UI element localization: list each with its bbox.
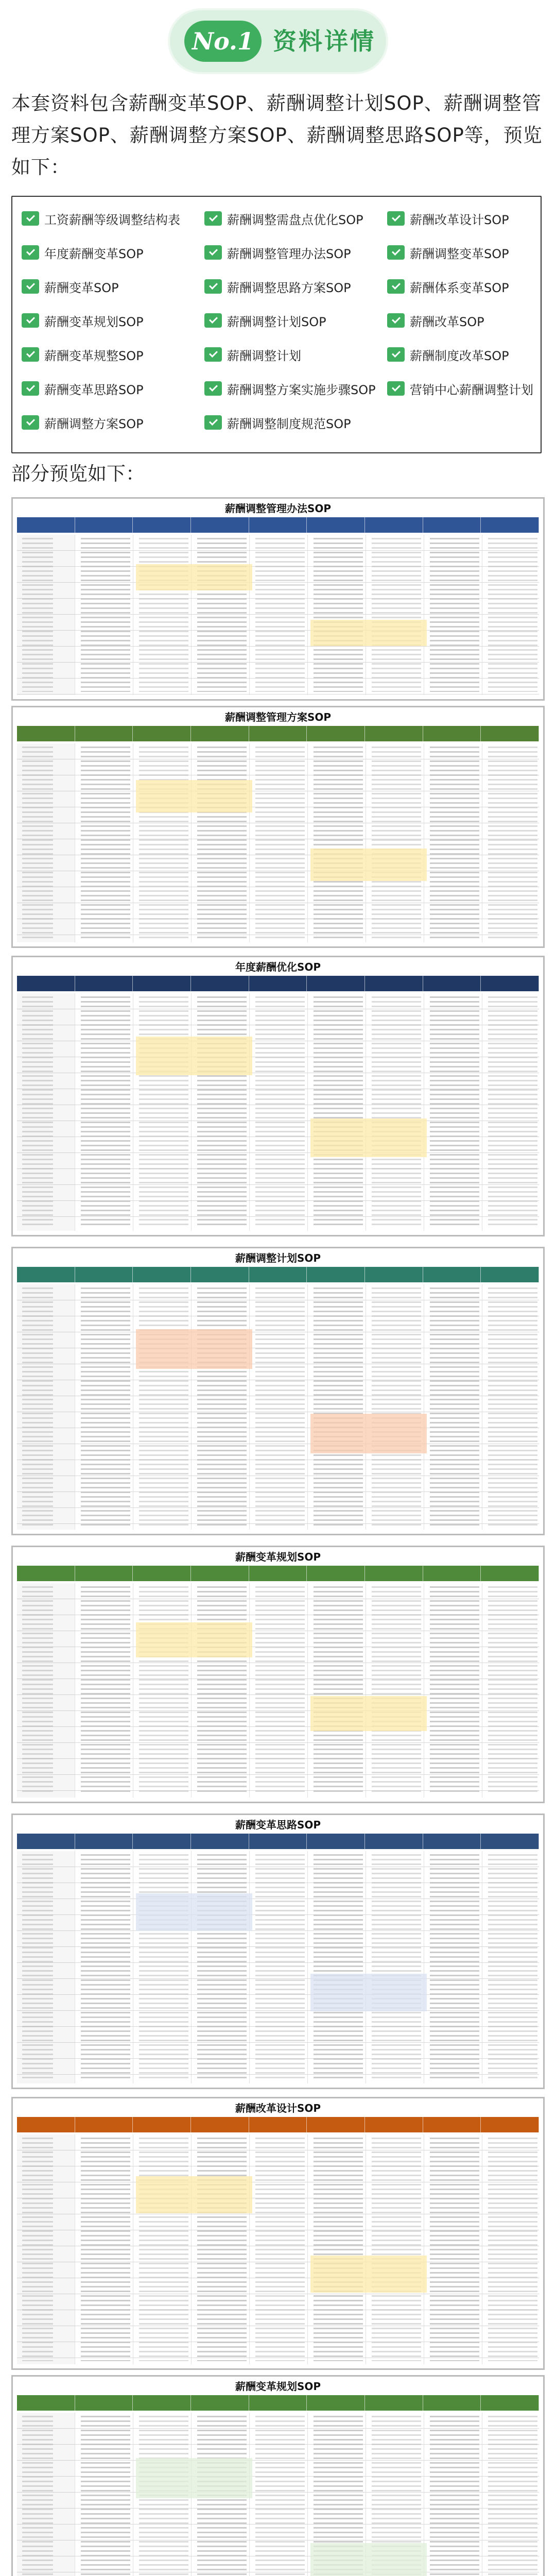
header-cell bbox=[249, 2117, 307, 2132]
text-placeholder bbox=[430, 1586, 479, 1794]
catalog-item bbox=[387, 239, 533, 266]
text-placeholder bbox=[488, 747, 537, 939]
catalog-item bbox=[204, 239, 387, 266]
text-placeholder bbox=[81, 747, 130, 939]
highlight-band bbox=[136, 564, 252, 590]
checkbox-icon bbox=[204, 313, 222, 328]
highlight-band bbox=[310, 2256, 427, 2293]
header-cell bbox=[307, 726, 365, 741]
preview-title: 薪酬调整计划SOP bbox=[235, 1252, 321, 1264]
highlight-band bbox=[310, 849, 427, 881]
catalog-grid bbox=[22, 205, 533, 436]
text-placeholder bbox=[488, 538, 537, 692]
preview-label: 部分预览如下： bbox=[11, 463, 145, 485]
preview-document bbox=[11, 1247, 545, 1535]
header-cell bbox=[17, 2117, 75, 2132]
preview-title: 年度薪酬优化SOP bbox=[235, 961, 321, 973]
header-cell bbox=[249, 1834, 307, 1849]
catalog-item bbox=[22, 341, 204, 368]
checkbox-icon bbox=[387, 313, 405, 328]
header-cell bbox=[133, 1267, 191, 1282]
highlight-band bbox=[310, 1118, 427, 1157]
catalog-item-label: 薪酬调整计划 bbox=[227, 348, 301, 363]
checkbox-icon bbox=[204, 381, 222, 396]
preview-table-header bbox=[17, 517, 539, 533]
header-cell bbox=[365, 1834, 423, 1849]
text-placeholder bbox=[81, 2416, 130, 2576]
text-placeholder bbox=[255, 1586, 305, 1794]
catalog-item-label: 薪酬调整思路方案SOP bbox=[227, 280, 351, 295]
text-placeholder bbox=[372, 1287, 421, 1527]
preview-table-body bbox=[17, 993, 539, 1231]
preview-table-body bbox=[17, 1284, 539, 1530]
catalog-item-label: 薪酬调整需盘点优化SOP bbox=[227, 212, 363, 227]
preview-table-body bbox=[17, 1583, 539, 1798]
checkbox-icon bbox=[22, 313, 39, 328]
preview-document bbox=[11, 706, 545, 948]
header-cell bbox=[17, 2395, 75, 2411]
catalog-item-label: 薪酬调整变革SOP bbox=[410, 246, 509, 261]
preview-table-header bbox=[17, 2117, 539, 2132]
header bbox=[0, 0, 556, 88]
header-cell bbox=[481, 1267, 539, 1282]
header-cell bbox=[133, 976, 191, 991]
catalog-item-label: 年度薪酬变革SOP bbox=[44, 246, 144, 261]
checkbox-icon bbox=[204, 279, 222, 294]
highlight-band bbox=[310, 1414, 427, 1453]
catalog-item-label: 薪酬变革规划SOP bbox=[44, 314, 144, 329]
text-placeholder bbox=[372, 538, 421, 692]
text-placeholder bbox=[139, 747, 188, 939]
header-cell bbox=[75, 1834, 133, 1849]
header-cell bbox=[423, 2117, 481, 2132]
text-placeholder bbox=[430, 996, 479, 1228]
catalog-item-label: 薪酬调整方案实施步骤SOP bbox=[227, 382, 376, 397]
checkbox-icon bbox=[204, 415, 222, 430]
header-cell bbox=[365, 976, 423, 991]
header-cell bbox=[481, 1834, 539, 1849]
text-placeholder bbox=[81, 538, 130, 692]
header-cell bbox=[423, 517, 481, 533]
catalog-item bbox=[204, 205, 387, 232]
catalog-item bbox=[387, 273, 533, 300]
checkbox-icon bbox=[387, 211, 405, 226]
preview-table-body bbox=[17, 2413, 539, 2576]
catalog-item-label: 营销中心薪酬调整计划 bbox=[410, 382, 533, 397]
header-cell bbox=[307, 2395, 365, 2411]
catalog-item-label: 工资薪酬等级调整结构表 bbox=[44, 212, 180, 227]
text-placeholder bbox=[197, 747, 247, 939]
header-cell bbox=[17, 1834, 75, 1849]
checkbox-icon bbox=[22, 347, 39, 362]
text-placeholder bbox=[81, 2138, 130, 2361]
preview-title: 薪酬变革规划SOP bbox=[235, 1551, 321, 1563]
checkbox-icon bbox=[22, 381, 39, 396]
preview-document bbox=[11, 1546, 545, 1803]
checkbox-icon bbox=[22, 245, 39, 260]
text-placeholder bbox=[139, 996, 188, 1228]
catalog-item bbox=[204, 273, 387, 300]
header-cell bbox=[365, 2395, 423, 2411]
text-placeholder bbox=[197, 2138, 247, 2361]
text-placeholder bbox=[372, 1854, 421, 2080]
preview-document bbox=[11, 2097, 545, 2370]
preview-title: 薪酬变革规划SOP bbox=[235, 2380, 321, 2393]
header-cell bbox=[191, 1834, 249, 1849]
header-cell bbox=[307, 1834, 365, 1849]
text-placeholder bbox=[488, 2138, 537, 2361]
text-placeholder bbox=[430, 1854, 479, 2080]
header-cell bbox=[17, 1267, 75, 1282]
checkbox-icon bbox=[387, 279, 405, 294]
header-cell bbox=[365, 517, 423, 533]
text-placeholder bbox=[197, 1586, 247, 1794]
text-placeholder bbox=[488, 2416, 537, 2576]
text-placeholder bbox=[372, 2138, 421, 2361]
header-cell bbox=[423, 976, 481, 991]
header-cell bbox=[365, 726, 423, 741]
header-cell bbox=[365, 1267, 423, 1282]
header-cell bbox=[307, 1267, 365, 1282]
text-placeholder bbox=[430, 1287, 479, 1527]
checkbox-icon bbox=[204, 245, 222, 260]
header-cell bbox=[365, 1566, 423, 1581]
highlight-band bbox=[310, 2543, 427, 2576]
preview-table-body bbox=[17, 743, 539, 942]
highlight-band bbox=[310, 620, 427, 646]
highlight-band bbox=[136, 2458, 252, 2498]
highlight-band bbox=[310, 1696, 427, 1731]
text-placeholder bbox=[255, 538, 305, 692]
text-placeholder bbox=[372, 747, 421, 939]
text-placeholder bbox=[430, 747, 479, 939]
catalog-item bbox=[204, 341, 387, 368]
catalog-item-label: 薪酬改革设计SOP bbox=[410, 212, 509, 227]
checkbox-icon bbox=[204, 211, 222, 226]
section-badge bbox=[170, 10, 386, 72]
text-placeholder bbox=[139, 1854, 188, 2080]
header-cell bbox=[133, 726, 191, 741]
text-placeholder bbox=[139, 1586, 188, 1794]
preview-document bbox=[11, 956, 545, 1236]
header-cell bbox=[191, 2117, 249, 2132]
text-placeholder bbox=[81, 1287, 130, 1527]
header-cell bbox=[249, 1566, 307, 1581]
header-cell bbox=[75, 2395, 133, 2411]
text-placeholder bbox=[139, 538, 188, 692]
catalog-item bbox=[204, 409, 387, 436]
text-placeholder bbox=[488, 1586, 537, 1794]
header-cell bbox=[191, 2395, 249, 2411]
catalog-item-label: 薪酬调整方案SOP bbox=[44, 416, 144, 431]
header-cell bbox=[75, 726, 133, 741]
preview-title: 薪酬改革设计SOP bbox=[235, 2102, 321, 2114]
header-cell bbox=[307, 2117, 365, 2132]
header-cell bbox=[17, 517, 75, 533]
catalog-item-label: 薪酬变革思路SOP bbox=[44, 382, 144, 397]
header-cell bbox=[133, 2117, 191, 2132]
first-column-shade bbox=[17, 993, 75, 1231]
text-placeholder bbox=[314, 538, 363, 692]
catalog-item bbox=[22, 239, 204, 266]
catalog-item bbox=[387, 341, 533, 368]
header-cell bbox=[423, 726, 481, 741]
first-column-shade bbox=[17, 1583, 75, 1798]
highlight-band bbox=[136, 1893, 252, 1931]
first-column-shade bbox=[17, 535, 75, 695]
text-placeholder bbox=[139, 2138, 188, 2361]
text-placeholder bbox=[81, 1854, 130, 2080]
highlight-band bbox=[136, 1037, 252, 1075]
catalog-item bbox=[387, 375, 533, 402]
header-cell bbox=[423, 1566, 481, 1581]
text-placeholder bbox=[255, 1854, 305, 2080]
header-cell bbox=[191, 1267, 249, 1282]
header-cell bbox=[133, 517, 191, 533]
catalog-item bbox=[204, 307, 387, 334]
text-placeholder bbox=[314, 2138, 363, 2361]
text-placeholder bbox=[430, 538, 479, 692]
header-cell bbox=[249, 1267, 307, 1282]
catalog-item-label: 薪酬调整计划SOP bbox=[227, 314, 326, 329]
text-placeholder bbox=[255, 2416, 305, 2576]
text-placeholder bbox=[314, 996, 363, 1228]
header-cell bbox=[133, 1834, 191, 1849]
text-placeholder bbox=[197, 996, 247, 1228]
header-cell bbox=[17, 1566, 75, 1581]
highlight-band bbox=[136, 1329, 252, 1369]
checkbox-icon bbox=[204, 347, 222, 362]
header-cell bbox=[75, 1267, 133, 1282]
checkbox-icon bbox=[387, 245, 405, 260]
header-cell bbox=[133, 1566, 191, 1581]
header-cell bbox=[191, 517, 249, 533]
catalog-item bbox=[22, 307, 204, 334]
header-cell bbox=[481, 517, 539, 533]
text-placeholder bbox=[197, 1854, 247, 2080]
first-column-shade bbox=[17, 1284, 75, 1530]
catalog-item-label: 薪酬体系变革SOP bbox=[410, 280, 509, 295]
text-placeholder bbox=[81, 996, 130, 1228]
preview-table-header bbox=[17, 1267, 539, 1282]
text-placeholder bbox=[372, 996, 421, 1228]
text-placeholder bbox=[255, 2138, 305, 2361]
header-cell bbox=[481, 2117, 539, 2132]
header-cell bbox=[307, 1566, 365, 1581]
header-cell bbox=[75, 517, 133, 533]
header-cell bbox=[423, 2395, 481, 2411]
checkbox-icon bbox=[22, 211, 39, 226]
preview-table-header bbox=[17, 1834, 539, 1849]
catalog-item bbox=[22, 205, 204, 232]
header-cell bbox=[191, 1566, 249, 1581]
checkbox-icon bbox=[387, 381, 405, 396]
header-cell bbox=[75, 2117, 133, 2132]
text-placeholder bbox=[255, 996, 305, 1228]
header-cell bbox=[423, 1267, 481, 1282]
text-placeholder bbox=[197, 538, 247, 692]
catalog-item-label: 薪酬变革SOP bbox=[44, 280, 119, 295]
text-placeholder bbox=[314, 1586, 363, 1794]
preview-table-header bbox=[17, 976, 539, 991]
header-cell bbox=[481, 976, 539, 991]
header-cell bbox=[481, 726, 539, 741]
header-cell bbox=[481, 1566, 539, 1581]
text-placeholder bbox=[488, 1287, 537, 1527]
catalog-item bbox=[22, 409, 204, 436]
header-cell bbox=[191, 726, 249, 741]
catalog-item bbox=[387, 205, 533, 232]
catalog-item bbox=[22, 273, 204, 300]
text-placeholder bbox=[430, 2416, 479, 2576]
catalog-list bbox=[11, 196, 542, 453]
preview-table-header bbox=[17, 1566, 539, 1581]
text-placeholder bbox=[430, 2138, 479, 2361]
catalog-item-label: 薪酬调整管理办法SOP bbox=[227, 246, 351, 261]
catalog-item-label: 薪酬变革规整SOP bbox=[44, 348, 144, 363]
catalog-item bbox=[22, 375, 204, 402]
badge-title: 资料详情 bbox=[273, 27, 376, 55]
intro-text: 本套资料包含薪酬变革SOP、薪酬调整计划SOP、薪酬调整管理方案SOP、薪酬调整方案SOP、薪酬调整思路SOP等，预览如下： bbox=[11, 92, 543, 178]
checkbox-icon bbox=[22, 415, 39, 430]
first-column-shade bbox=[17, 1851, 75, 2083]
preview-title: 薪酬变革思路SOP bbox=[235, 1819, 321, 1831]
header-cell bbox=[249, 2395, 307, 2411]
preview-title: 薪酬调整管理方案SOP bbox=[224, 711, 332, 723]
text-placeholder bbox=[488, 1854, 537, 2080]
checkbox-icon bbox=[22, 279, 39, 294]
header-cell bbox=[249, 726, 307, 741]
checkbox-icon bbox=[387, 347, 405, 362]
header-cell bbox=[75, 1566, 133, 1581]
highlight-band bbox=[136, 1622, 252, 1657]
header-cell bbox=[17, 726, 75, 741]
text-placeholder bbox=[255, 1287, 305, 1527]
text-placeholder bbox=[314, 747, 363, 939]
text-placeholder bbox=[255, 747, 305, 939]
first-column-shade bbox=[17, 2413, 75, 2576]
header-cell bbox=[75, 976, 133, 991]
text-placeholder bbox=[314, 1854, 363, 2080]
text-placeholder bbox=[139, 1287, 188, 1527]
preview-table-header bbox=[17, 726, 539, 741]
preview-table-header bbox=[17, 2395, 539, 2411]
highlight-band bbox=[136, 780, 252, 812]
header-cell bbox=[365, 2117, 423, 2132]
header-cell bbox=[481, 2395, 539, 2411]
preview-document bbox=[11, 497, 545, 701]
preview-document bbox=[11, 1814, 545, 2089]
header-cell bbox=[249, 976, 307, 991]
text-placeholder bbox=[81, 1586, 130, 1794]
catalog-item-label: 薪酬改革SOP bbox=[410, 314, 484, 329]
text-placeholder bbox=[372, 1586, 421, 1794]
header-cell bbox=[423, 1834, 481, 1849]
preview-table-body bbox=[17, 2134, 539, 2364]
header-cell bbox=[133, 2395, 191, 2411]
text-placeholder bbox=[197, 1287, 247, 1527]
header-cell bbox=[249, 517, 307, 533]
first-column-shade bbox=[17, 743, 75, 942]
text-placeholder bbox=[488, 996, 537, 1228]
catalog-item-label: 薪酬制度改革SOP bbox=[410, 348, 509, 363]
header-cell bbox=[307, 976, 365, 991]
header-cell bbox=[17, 976, 75, 991]
highlight-band bbox=[136, 2176, 252, 2213]
preview-table-body bbox=[17, 535, 539, 695]
catalog-item bbox=[387, 307, 533, 334]
preview-title: 薪酬调整管理办法SOP bbox=[224, 502, 332, 515]
header-cell bbox=[191, 976, 249, 991]
preview-document bbox=[11, 2375, 545, 2576]
text-placeholder bbox=[314, 1287, 363, 1527]
catalog-item bbox=[204, 375, 387, 402]
header-cell bbox=[307, 517, 365, 533]
badge-number: No.1 bbox=[184, 21, 262, 62]
preview-table-body bbox=[17, 1851, 539, 2083]
highlight-band bbox=[310, 1974, 427, 2011]
first-column-shade bbox=[17, 2134, 75, 2364]
catalog-item-label: 薪酬调整制度规范SOP bbox=[227, 416, 351, 431]
